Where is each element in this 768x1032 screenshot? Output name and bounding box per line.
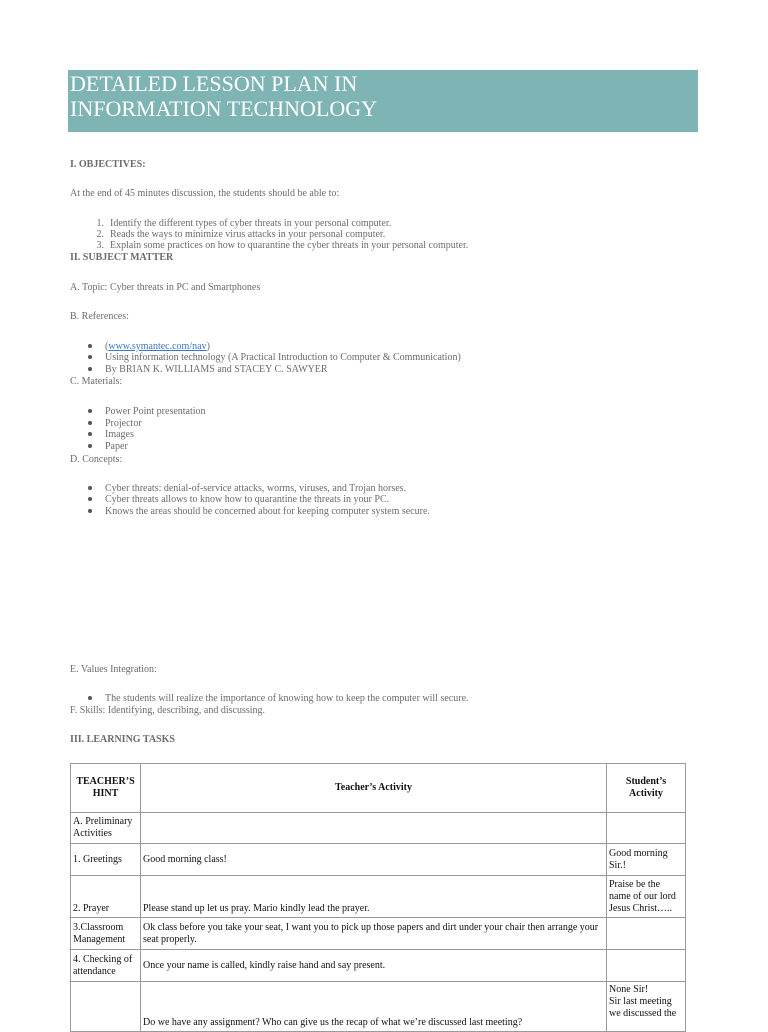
teacher-activity-cell: Once your name is called, kindly raise hand and say present. (141, 950, 607, 982)
bullet-icon (88, 696, 92, 700)
objectives-intro: At the end of 45 minutes discussion, the students should be able to: (70, 188, 340, 199)
bullet-icon (88, 444, 92, 448)
student-activity-cell (607, 918, 686, 950)
table-header-row (71, 764, 686, 813)
material-item: Projector (88, 418, 142, 430)
table-row (71, 918, 686, 950)
material-item: Power Point presentation (88, 406, 206, 418)
hint-cell: 3.Classroom Management (71, 918, 141, 950)
values-item: The students will realize the importance of knowing how to keep the computer will secure. (88, 693, 469, 705)
table-row (71, 950, 686, 982)
material-item: Paper (88, 441, 128, 453)
materials-label: C. Materials: (70, 376, 123, 387)
objective-item: 2. Reads the ways to minimize virus attacks in your personal computer. (96, 229, 386, 240)
column-header-teacher: Teacher’s Activity (141, 764, 607, 813)
document-title-line-2: INFORMATION TECHNOLOGY (70, 96, 377, 121)
table-row (71, 813, 686, 844)
bullet-icon (88, 432, 92, 436)
bullet-icon (88, 367, 92, 371)
concept-item: Cyber threats: denial-of-service attacks, worms, viruses, and Trojan horses. (88, 483, 406, 495)
column-header-hint: TEACHER’S HINT (71, 764, 141, 813)
teacher-activity-cell: Good morning class! (141, 844, 607, 876)
reference-item: (www.symantec.com/nav) (88, 341, 210, 353)
skills-line: F. Skills: Identifying, describing, and discussing. (70, 705, 266, 716)
bullet-icon (88, 409, 92, 413)
objective-item: 3. Explain some practices on how to quarantine the cyber threats in your personal computer. (96, 240, 469, 251)
document-title-banner (68, 70, 698, 132)
bullet-icon (88, 344, 92, 348)
material-item: Images (88, 429, 134, 441)
subject-matter-heading: II. SUBJECT MATTER (70, 252, 174, 263)
concept-item: Knows the areas should be concerned about for keeping computer system secure. (88, 506, 430, 518)
reference-item: By BRIAN K. WILLIAMS and STACEY C. SAWYER (88, 364, 328, 376)
bullet-icon (88, 355, 92, 359)
bullet-icon (88, 497, 92, 501)
student-activity-cell (607, 950, 686, 982)
topic-line: A. Topic: Cyber threats in PC and Smartphones (70, 282, 261, 293)
student-activity-cell: Good morning Sir.! (607, 844, 686, 876)
bullet-icon (88, 486, 92, 490)
reference-item: Using information technology (A Practical Introduction to Computer & Communication) (88, 352, 461, 364)
teacher-activity-cell: Please stand up let us pray. Mario kindly lead the prayer. (141, 876, 607, 918)
objective-item: 1. Identify the different types of cyber threats in your personal computer. (96, 218, 392, 229)
hint-cell: 4. Checking of attendance (71, 950, 141, 982)
bullet-icon (88, 509, 92, 513)
table-row (71, 844, 686, 876)
teacher-activity-cell: Do we have any assignment? Who can give us the recap of what we’re discussed last meeting? (141, 982, 607, 1032)
hint-cell: 2. Prayer (71, 876, 141, 918)
table-row (71, 876, 686, 918)
concepts-label: D. Concepts: (70, 454, 123, 465)
hint-cell: A. Preliminary Activities (71, 813, 141, 844)
student-activity-cell (607, 813, 686, 844)
hint-cell (71, 982, 141, 1032)
learning-tasks-table (70, 763, 686, 1032)
table-row (71, 982, 686, 1032)
teacher-activity-cell (141, 813, 607, 844)
student-activity-cell: None Sir! Sir last meeting we discussed the (607, 982, 686, 1032)
teacher-activity-cell: Ok class before you take your seat, I want you to pick up those papers and dirt under your chair then arrange your seat properly. (141, 918, 607, 950)
bullet-icon (88, 421, 92, 425)
objectives-heading: I. OBJECTIVES: (70, 159, 146, 170)
concept-item: Cyber threats allows to know how to quarantine the threats in your PC. (88, 494, 389, 506)
column-header-student: Student’s Activity (607, 764, 686, 813)
document-title-line-1: DETAILED LESSON PLAN IN (70, 71, 358, 96)
hint-cell: 1. Greetings (71, 844, 141, 876)
values-label: E. Values Integration: (70, 664, 157, 675)
symantec-link[interactable]: www.symantec.com/nav (108, 341, 207, 352)
student-activity-cell: Praise be the name of our lord Jesus Christ….. (607, 876, 686, 918)
references-label: B. References: (70, 311, 129, 322)
learning-tasks-heading: III. LEARNING TASKS (70, 734, 175, 745)
